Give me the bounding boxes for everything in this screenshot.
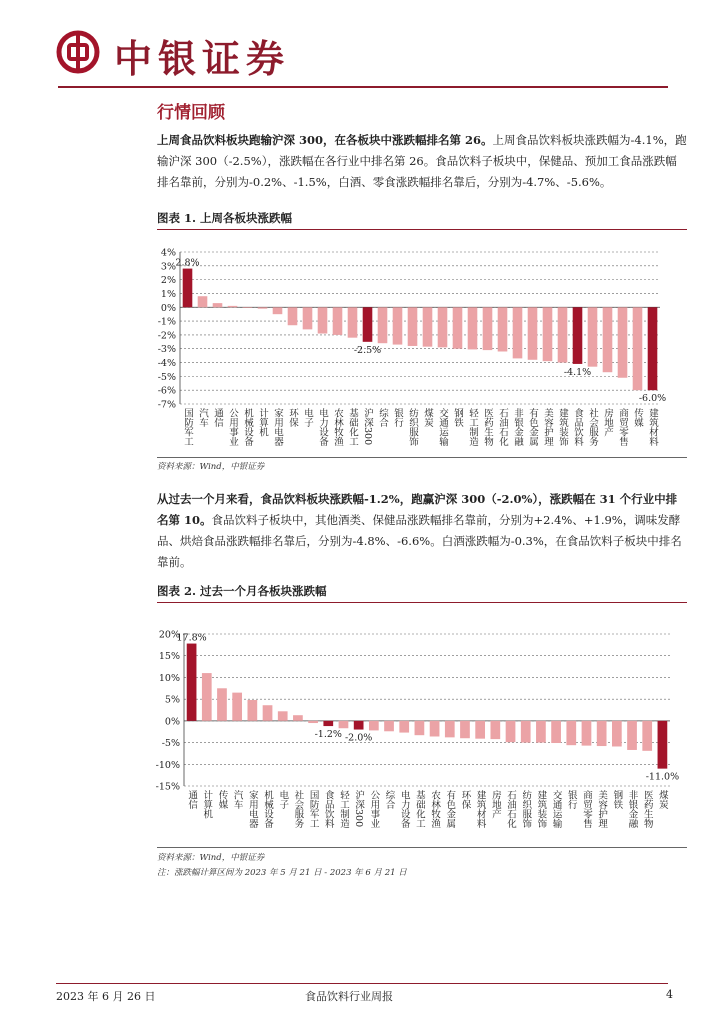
data-label: -2.0%	[344, 732, 373, 744]
bar-煤炭	[658, 721, 668, 769]
bar-有色金属	[528, 307, 538, 360]
x-tick-label: 商贸零售	[580, 790, 592, 828]
x-tick-label: 综合	[383, 790, 395, 809]
x-tick-label: 房地产	[602, 408, 613, 437]
y-tick-label: -3%	[157, 344, 176, 356]
x-tick-label: 机械设备	[262, 790, 274, 828]
x-tick-label: 公用事业	[368, 790, 380, 828]
x-tick-label: 机械设备	[242, 408, 253, 446]
x-tick-label: 基础化工	[413, 790, 425, 828]
paragraph-monthly-review	[157, 489, 687, 573]
bar-银行	[566, 721, 576, 745]
x-tick-label: 医药生物	[482, 408, 493, 446]
bar-钢铁	[612, 721, 622, 747]
x-tick-label: 建筑装饰	[535, 790, 547, 828]
bar-电力设备	[399, 721, 409, 733]
brand-name: 中银证券	[114, 37, 291, 81]
x-tick-label: 食品饮料	[572, 408, 583, 446]
x-tick-label: 房地产	[489, 790, 501, 819]
bar-电力设备	[318, 307, 328, 333]
x-tick-label: 基础化工	[347, 408, 358, 446]
bar-传媒	[217, 688, 227, 721]
bar-食品饮料	[573, 307, 583, 364]
bar-医药生物	[483, 307, 493, 350]
bar-公用事业	[228, 306, 238, 307]
bar-有色金属	[445, 721, 455, 738]
bar-石油石化	[506, 721, 516, 742]
x-tick-label: 食品饮料	[322, 790, 334, 828]
bar-机械设备	[243, 307, 253, 308]
figure2-bottom-rule	[157, 847, 687, 848]
bar-综合	[384, 721, 394, 731]
bar-家用电器	[273, 307, 283, 314]
x-tick-label: 轻工制造	[337, 790, 349, 828]
bar-国防军工	[183, 269, 193, 308]
x-tick-label: 煤炭	[656, 790, 668, 809]
x-tick-label: 轻工制造	[467, 408, 478, 446]
x-tick-label: 建筑材料	[647, 408, 658, 446]
x-tick-label: 传媒	[216, 790, 228, 809]
data-label: -4.1%	[563, 366, 592, 378]
figure1-top-rule	[157, 229, 687, 230]
y-tick-label: 5%	[164, 694, 180, 706]
y-tick-label: 10%	[158, 672, 180, 684]
data-label: -11.0%	[645, 771, 680, 783]
x-tick-label: 银行	[565, 790, 577, 809]
x-tick-label: 通信	[212, 408, 223, 427]
x-tick-label: 农林牧渔	[429, 790, 441, 828]
y-tick-label: 15%	[158, 651, 180, 663]
x-tick-label: 国防军工	[307, 790, 319, 828]
x-tick-label: 计算机	[257, 408, 268, 437]
x-tick-label: 美容护理	[542, 408, 553, 446]
x-tick-label: 有色金属	[527, 408, 538, 446]
bar-汽车	[198, 296, 208, 307]
bar-非银金融	[627, 721, 637, 750]
bank-of-china-logo	[56, 30, 100, 74]
x-tick-label: 汽车	[197, 408, 208, 427]
bar-计算机	[258, 307, 268, 308]
data-label: -6.0%	[638, 393, 667, 405]
bar-通信	[213, 303, 223, 307]
x-tick-label: 银行	[392, 408, 403, 427]
x-tick-label: 沪深300	[353, 790, 365, 828]
data-label: 2.8%	[175, 257, 200, 269]
bar-房地产	[603, 307, 613, 372]
figure1-source: 资料来源：Wind，中银证券	[157, 462, 265, 472]
bar-银行	[393, 307, 403, 344]
footer-date: 2023 年 6 月 26 日	[56, 990, 156, 1003]
x-tick-label: 石油石化	[505, 790, 517, 828]
bar-建筑装饰	[536, 721, 546, 743]
figure1-title: 图表 1. 上周各板块涨跌幅	[157, 211, 293, 225]
x-tick-label: 农林牧渔	[332, 408, 343, 446]
figure2-title: 图表 2. 过去一个月各板块涨跌幅	[157, 584, 327, 598]
x-tick-label: 石油石化	[497, 408, 508, 446]
bar-房地产	[490, 721, 500, 739]
x-tick-label: 汽车	[231, 790, 243, 809]
x-tick-label: 社会服务	[292, 790, 304, 828]
bar-电子	[278, 711, 288, 721]
bar-纺织服饰	[521, 721, 531, 743]
x-tick-label: 纺织服饰	[407, 408, 418, 446]
x-tick-label: 医药生物	[641, 790, 653, 828]
x-tick-label: 建筑材料	[474, 790, 486, 828]
x-tick-label: 商贸零售	[617, 408, 628, 446]
y-tick-label: -15%	[155, 781, 180, 793]
y-tick-label: -4%	[157, 358, 176, 370]
page-number: 4	[666, 988, 673, 1001]
bar-建筑材料	[648, 307, 658, 390]
x-tick-label: 非银金融	[512, 408, 523, 446]
y-tick-label: 2%	[160, 275, 176, 287]
y-tick-label: -5%	[161, 738, 180, 750]
y-tick-label: -10%	[155, 759, 180, 771]
bar-食品饮料	[323, 721, 333, 726]
x-tick-label: 纺织服饰	[520, 790, 532, 828]
paragraph-lead: 上周食品饮料板块跑输沪深 300，在各板块中涨跌幅排名第 26。	[157, 133, 493, 147]
x-tick-label: 环保	[459, 790, 471, 809]
bar-计算机	[202, 673, 212, 721]
x-tick-label: 家用电器	[246, 790, 258, 828]
x-tick-label: 钢铁	[452, 408, 463, 427]
x-tick-label: 电子	[277, 790, 289, 809]
bar-基础化工	[348, 307, 358, 337]
bar-国防军工	[308, 721, 318, 723]
paragraph-body: 食品饮料子板块中，其他酒类、保健品涨跌幅排名靠前，分别为+2.4%、+1.9%，调味发酵品、烘焙食品涨跌幅排名靠后，分别为-4.8%、-6.6%。白酒涨跌幅为-0.3%，在食品饮料子板块中排名靠前。	[157, 513, 682, 569]
bar-汽车	[232, 693, 242, 721]
x-tick-label: 计算机	[201, 790, 213, 819]
bar-社会服务	[293, 715, 303, 721]
x-tick-label: 有色金属	[444, 790, 456, 828]
y-tick-label: -2%	[157, 330, 176, 342]
bar-综合	[378, 307, 388, 343]
y-tick-label: 1%	[160, 288, 176, 300]
x-tick-label: 公用事业	[227, 408, 238, 446]
footer-divider	[56, 983, 668, 984]
x-tick-label: 煤炭	[422, 408, 433, 427]
bar-社会服务	[588, 307, 598, 366]
bar-公用事业	[369, 721, 379, 731]
x-tick-label: 社会服务	[587, 408, 598, 446]
bar-电子	[303, 307, 313, 329]
data-label: -2.5%	[353, 344, 382, 356]
bar-轻工制造	[339, 721, 349, 728]
x-tick-label: 非银金融	[626, 790, 638, 828]
bar-沪深300	[363, 307, 373, 342]
bar-美容护理	[597, 721, 607, 746]
bar-交通运输	[438, 307, 448, 347]
section-title: 行情回顾	[157, 103, 225, 123]
chart-weekly-sector-returns	[150, 238, 670, 456]
data-label: -1.2%	[314, 729, 342, 741]
y-tick-label: -1%	[157, 316, 176, 328]
x-tick-label: 通信	[186, 790, 198, 809]
x-tick-label: 交通运输	[437, 408, 448, 446]
bar-环保	[460, 721, 470, 738]
x-tick-label: 沪深300	[362, 408, 373, 446]
figure2-note: 注：涨跌幅计算区间为 2023 年 5 月 21 日 - 2023 年 6 月 21 日	[157, 868, 407, 878]
y-tick-label: 0%	[164, 716, 180, 728]
x-tick-label: 传媒	[632, 408, 643, 427]
chart-monthly-sector-returns	[150, 612, 680, 844]
bar-商贸零售	[582, 721, 592, 746]
bar-沪深300	[354, 721, 364, 730]
bar-交通运输	[551, 721, 561, 743]
y-tick-label: 3%	[160, 261, 176, 273]
bar-基础化工	[415, 721, 425, 735]
bar-环保	[288, 307, 298, 325]
x-tick-label: 美容护理	[596, 790, 608, 828]
y-tick-label: 20%	[158, 629, 180, 641]
x-tick-label: 交通运输	[550, 790, 562, 828]
bar-煤炭	[423, 307, 433, 346]
bar-机械设备	[263, 705, 273, 721]
x-tick-label: 电力设备	[398, 790, 410, 828]
data-label: 17.8%	[176, 632, 207, 644]
figure2-source: 资料来源：Wind，中银证券	[157, 853, 265, 863]
paragraph-lead: 从过去一个月来看，食品饮料板块涨跌幅-1.2%，跑赢沪深 300（-2.0%），涨跌幅在 31 个行业中排名第 10。	[157, 492, 678, 527]
x-tick-label: 综合	[377, 408, 388, 427]
y-tick-label: 4%	[160, 247, 176, 259]
figure2-top-rule	[157, 602, 687, 603]
paragraph-body: 上周食品饮料板块涨跌幅为-4.1%，跑输沪深 300（-2.5%），涨跌幅在各行业中排名第 26。食品饮料子板块中，保健品、预加工食品涨跌幅排名靠前，分别为-0.2%、-1.5%，白酒、零食涨跌幅排名靠后，分别为-4.7%、-5.6%。	[157, 133, 687, 189]
bar-通信	[187, 644, 197, 721]
y-tick-label: -6%	[157, 385, 176, 397]
bar-农林牧渔	[333, 307, 343, 335]
bar-非银金融	[513, 307, 523, 358]
bar-钢铁	[453, 307, 463, 348]
bar-轻工制造	[468, 307, 478, 349]
bar-农林牧渔	[430, 721, 440, 737]
x-tick-label: 电子	[302, 408, 313, 427]
figure1-bottom-rule	[157, 457, 687, 458]
x-tick-label: 环保	[287, 408, 298, 427]
x-tick-label: 电力设备	[317, 408, 328, 446]
y-tick-label: 0%	[160, 302, 176, 314]
y-tick-label: -5%	[157, 371, 176, 383]
paragraph-weekly-review	[157, 130, 687, 193]
bar-美容护理	[543, 307, 553, 361]
x-tick-label: 钢铁	[611, 790, 623, 809]
bar-商贸零售	[618, 307, 628, 377]
bar-传媒	[633, 307, 643, 390]
bar-建筑材料	[475, 721, 485, 739]
bar-建筑装饰	[558, 307, 568, 362]
x-tick-label: 国防军工	[182, 408, 193, 446]
y-tick-label: -7%	[157, 399, 176, 411]
x-tick-label: 家用电器	[272, 408, 283, 446]
bar-纺织服饰	[408, 307, 418, 346]
header-divider	[58, 86, 668, 88]
bar-石油石化	[498, 307, 508, 351]
bar-家用电器	[247, 700, 257, 721]
footer-title: 食品饮料行业周报	[305, 990, 393, 1003]
bar-医药生物	[642, 721, 652, 751]
x-tick-label: 建筑装饰	[557, 408, 568, 446]
